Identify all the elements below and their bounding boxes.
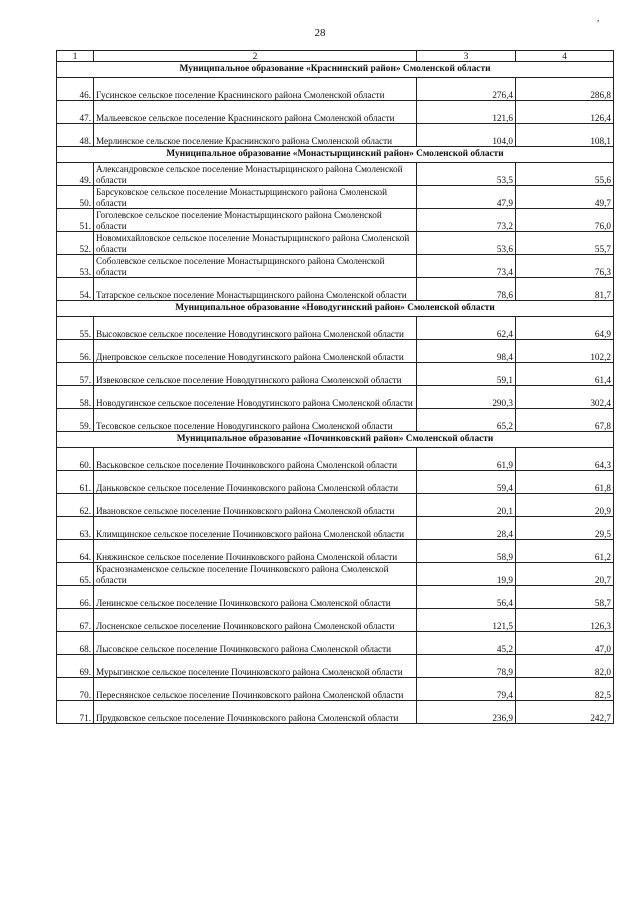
value-col3-cell: 59,4 — [417, 471, 516, 494]
row-number-cell: 62. — [57, 494, 94, 517]
settlement-name-cell: Княжинское сельское поселение Починковского района Смоленской области — [94, 540, 417, 563]
value-col4-cell: 64,3 — [516, 448, 614, 471]
table-row — [57, 632, 614, 655]
value-col3-cell: 20,1 — [417, 494, 516, 517]
settlement-name-cell: Васьковское сельское поселение Починковского района Смоленской области — [94, 448, 417, 471]
row-number-cell: 53. — [57, 255, 94, 278]
table-row — [57, 471, 614, 494]
value-col4-cell: 55,7 — [516, 232, 614, 255]
row-number-cell: 50. — [57, 186, 94, 209]
value-col3-cell: 290,3 — [417, 386, 516, 409]
table-body — [57, 51, 614, 724]
settlement-name-cell: Новомихайловское сельское поселение Монастырщинского района Смоленской области — [94, 232, 417, 255]
value-col4-cell: 61,4 — [516, 363, 614, 386]
value-col4-cell: 47,0 — [516, 632, 614, 655]
row-number-cell: 55. — [57, 317, 94, 340]
value-col3-cell: 45,2 — [417, 632, 516, 655]
settlement-name-cell: Извековское сельское поселение Новодугинского района Смоленской области — [94, 363, 417, 386]
value-col3-cell: 19,9 — [417, 563, 516, 586]
settlement-name-cell: Краснознаменское сельское поселение Починковского района Смоленской области — [94, 563, 417, 586]
value-col4-cell: 286,8 — [516, 78, 614, 101]
settlement-name-cell: Гоголевское сельское поселение Монастырщинского района Смоленской области — [94, 209, 417, 232]
settlement-name-cell: Мерлинское сельское поселение Краснинского района Смоленской области — [94, 124, 417, 147]
row-number-cell: 70. — [57, 678, 94, 701]
value-col4-cell: 82,0 — [516, 655, 614, 678]
value-col4-cell: 58,7 — [516, 586, 614, 609]
settlement-name-cell: Климщинское сельское поселение Починковского района Смоленской области — [94, 517, 417, 540]
table-row — [57, 409, 614, 432]
table-row — [57, 278, 614, 301]
value-col3-cell: 58,9 — [417, 540, 516, 563]
value-col3-cell: 276,4 — [417, 78, 516, 101]
table-row — [57, 386, 614, 409]
row-number-cell: 57. — [57, 363, 94, 386]
row-number-cell: 66. — [57, 586, 94, 609]
value-col4-cell: 55,6 — [516, 163, 614, 186]
value-col3-cell: 121,6 — [417, 101, 516, 124]
value-col3-cell: 62,4 — [417, 317, 516, 340]
value-col3-cell: 28,4 — [417, 517, 516, 540]
header-cell-2: 2 — [94, 51, 417, 62]
value-col4-cell: 61,8 — [516, 471, 614, 494]
table-row — [57, 701, 614, 724]
value-col3-cell: 73,2 — [417, 209, 516, 232]
table-row — [57, 448, 614, 471]
settlement-name-cell: Татарское сельское поселение Монастырщинского района Смоленской области — [94, 278, 417, 301]
value-col4-cell: 126,3 — [516, 609, 614, 632]
value-col3-cell: 56,4 — [417, 586, 516, 609]
row-number-cell: 64. — [57, 540, 94, 563]
value-col3-cell: 53,5 — [417, 163, 516, 186]
value-col3-cell: 61,9 — [417, 448, 516, 471]
value-col4-cell: 49,7 — [516, 186, 614, 209]
row-number-cell: 49. — [57, 163, 94, 186]
value-col4-cell: 102,2 — [516, 340, 614, 363]
value-col4-cell: 81,7 — [516, 278, 614, 301]
table-row — [57, 101, 614, 124]
row-number-cell: 59. — [57, 409, 94, 432]
row-number-cell: 48. — [57, 124, 94, 147]
settlement-name-cell: Тесовское сельское поселение Новодугинского района Смоленской области — [94, 409, 417, 432]
value-col4-cell: 20,9 — [516, 494, 614, 517]
settlement-name-cell: Переснянское сельское поселение Починковского района Смоленской области — [94, 678, 417, 701]
table-row — [57, 517, 614, 540]
table-row — [57, 540, 614, 563]
row-number-cell: 47. — [57, 101, 94, 124]
row-number-cell: 69. — [57, 655, 94, 678]
settlement-name-cell: Ивановское сельское поселение Починковского района Смоленской области — [94, 494, 417, 517]
settlement-name-cell: Днепровское сельское поселение Новодугинского района Смоленской области — [94, 340, 417, 363]
settlement-name-cell: Лосненское сельское поселение Починковского района Смоленской области — [94, 609, 417, 632]
value-col3-cell: 104,0 — [417, 124, 516, 147]
table-row — [57, 255, 614, 278]
section-title: Муниципальное образование «Монастырщинский район» Смоленской области — [57, 147, 614, 163]
section-header-row — [57, 147, 614, 163]
settlement-name-cell: Высоковское сельское поселение Новодугинского района Смоленской области — [94, 317, 417, 340]
value-col3-cell: 121,5 — [417, 609, 516, 632]
settlement-name-cell: Мурыгинское сельское поселение Починковского района Смоленской области — [94, 655, 417, 678]
table-row — [57, 363, 614, 386]
value-col4-cell: 61,2 — [516, 540, 614, 563]
value-col3-cell: 53,6 — [417, 232, 516, 255]
value-col3-cell: 47,9 — [417, 186, 516, 209]
settlement-name-cell: Даньковское сельское поселение Починковского района Смоленской области — [94, 471, 417, 494]
settlement-name-cell: Барсуковское сельское поселение Монастырщинского района Смоленской области — [94, 186, 417, 209]
value-col4-cell: 302,4 — [516, 386, 614, 409]
table-row — [57, 317, 614, 340]
value-col4-cell: 67,8 — [516, 409, 614, 432]
row-number-cell: 51. — [57, 209, 94, 232]
header-cell-3: 3 — [417, 51, 516, 62]
table-row — [57, 609, 614, 632]
table-row — [57, 655, 614, 678]
table-row — [57, 124, 614, 147]
table-row — [57, 586, 614, 609]
value-col3-cell: 98,4 — [417, 340, 516, 363]
row-number-cell: 52. — [57, 232, 94, 255]
table-row — [57, 494, 614, 517]
section-title: Муниципальное образование «Краснинский район» Смоленской области — [57, 62, 614, 78]
row-number-cell: 61. — [57, 471, 94, 494]
table-row — [57, 563, 614, 586]
row-number-cell: 63. — [57, 517, 94, 540]
row-number-cell: 58. — [57, 386, 94, 409]
row-number-cell: 46. — [57, 78, 94, 101]
settlement-name-cell: Ленинское сельское поселение Починковского района Смоленской области — [94, 586, 417, 609]
corner-mark: , — [597, 13, 600, 23]
row-number-cell: 71. — [57, 701, 94, 724]
value-col3-cell: 79,4 — [417, 678, 516, 701]
settlement-name-cell: Новодугинское сельское поселение Новодугинского района Смоленской области — [94, 386, 417, 409]
row-number-cell: 65. — [57, 563, 94, 586]
value-col4-cell: 82,5 — [516, 678, 614, 701]
value-col4-cell: 29,5 — [516, 517, 614, 540]
settlement-name-cell: Соболевское сельское поселение Монастырщинского района Смоленской области — [94, 255, 417, 278]
value-col4-cell: 64,9 — [516, 317, 614, 340]
value-col3-cell: 65,2 — [417, 409, 516, 432]
value-col4-cell: 76,3 — [516, 255, 614, 278]
row-number-cell: 67. — [57, 609, 94, 632]
value-col4-cell: 20,7 — [516, 563, 614, 586]
value-col4-cell: 242,7 — [516, 701, 614, 724]
settlement-name-cell: Мальеевское сельское поселение Краснинского района Смоленской области — [94, 101, 417, 124]
settlement-name-cell: Александровское сельское поселение Монастырщинского района Смоленской области — [94, 163, 417, 186]
value-col3-cell: 78,9 — [417, 655, 516, 678]
value-col4-cell: 76,0 — [516, 209, 614, 232]
table-row — [57, 78, 614, 101]
value-col4-cell: 126,4 — [516, 101, 614, 124]
table-row — [57, 232, 614, 255]
row-number-cell: 54. — [57, 278, 94, 301]
value-col3-cell: 59,1 — [417, 363, 516, 386]
allocation-table — [56, 50, 614, 724]
header-cell-4: 4 — [516, 51, 614, 62]
table-row — [57, 678, 614, 701]
table-row — [57, 209, 614, 232]
table-row — [57, 163, 614, 186]
header-cell-1: 1 — [57, 51, 94, 62]
section-title: Муниципальное образование «Новодугинский район» Смоленской области — [57, 301, 614, 317]
section-header-row — [57, 62, 614, 78]
value-col4-cell: 108,1 — [516, 124, 614, 147]
header-row — [57, 51, 614, 62]
page-number: 28 — [314, 27, 326, 39]
value-col3-cell: 73,4 — [417, 255, 516, 278]
settlement-name-cell: Гусинское сельское поселение Краснинского района Смоленской области — [94, 78, 417, 101]
table-row — [57, 340, 614, 363]
table-row — [57, 186, 614, 209]
section-header-row — [57, 301, 614, 317]
section-header-row — [57, 432, 614, 448]
value-col3-cell: 78,6 — [417, 278, 516, 301]
section-title: Муниципальное образование «Починковский район» Смоленской области — [57, 432, 614, 448]
row-number-cell: 56. — [57, 340, 94, 363]
settlement-name-cell: Прудковское сельское поселение Починковского района Смоленской области — [94, 701, 417, 724]
value-col3-cell: 236,9 — [417, 701, 516, 724]
settlement-name-cell: Лысовское сельское поселение Починковского района Смоленской области — [94, 632, 417, 655]
row-number-cell: 68. — [57, 632, 94, 655]
row-number-cell: 60. — [57, 448, 94, 471]
